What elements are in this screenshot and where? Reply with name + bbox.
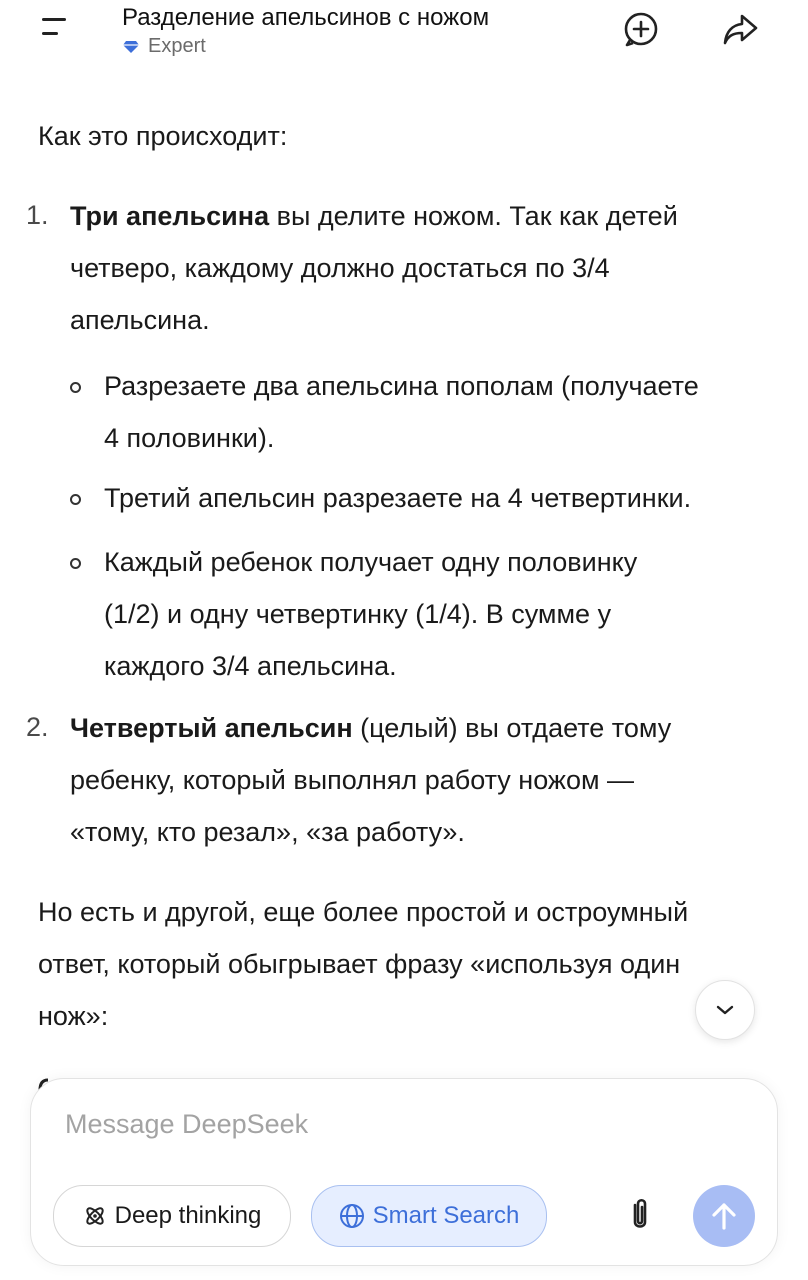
menu-button[interactable]: [36, 12, 76, 48]
bold-phrase: Четвертый апельсин: [70, 713, 353, 743]
menu-icon-line: [42, 32, 58, 35]
bullet-dot: [70, 558, 81, 569]
model-label: Expert: [148, 35, 206, 57]
send-button[interactable]: [693, 1185, 755, 1247]
globe-icon: [339, 1203, 365, 1229]
sub-item-text: каждого 3/4 апельсина.: [104, 651, 397, 681]
paperclip-icon: [623, 1197, 657, 1233]
bullet-dot: [70, 382, 81, 393]
share-button[interactable]: [720, 10, 760, 50]
list-number: 1.: [26, 200, 49, 230]
chevron-down-icon: [715, 1004, 735, 1016]
list-item-text: вы делите ножом. Так как детей: [269, 201, 678, 231]
list-number: 2.: [26, 712, 49, 742]
attach-button[interactable]: [623, 1197, 657, 1233]
list-item-text: ребенку, который выполнял работу ножом —: [70, 765, 635, 795]
list-item-text: четверо, каждому должно достаться по 3/4: [70, 253, 610, 283]
menu-icon: [42, 18, 66, 21]
message-composer: [30, 1078, 778, 1266]
sub-item-text: Разрезаете два апельсина пополам (получаете: [104, 371, 699, 401]
smart-search-button[interactable]: [311, 1185, 547, 1247]
smart-search-label: Smart Search: [372, 1202, 520, 1229]
arrow-up-icon: [710, 1201, 738, 1231]
deep-thinking-label: Deep thinking: [114, 1202, 262, 1229]
message-input[interactable]: [65, 1109, 625, 1140]
scroll-down-button[interactable]: [695, 980, 755, 1040]
atom-icon: [83, 1204, 107, 1228]
sub-item-text: (1/2) и одну четвертинку (1/4). В сумме у: [104, 599, 612, 629]
bullet-dot: [70, 494, 81, 505]
bold-phrase: Три апельсина: [70, 201, 270, 231]
intro-text: Как это происходит:: [38, 121, 288, 151]
paragraph-text: нож»:: [38, 1001, 109, 1031]
share-icon: [720, 10, 760, 50]
sub-item-text: Третий апельсин разрезаете на 4 четвертинки.: [104, 483, 692, 513]
list-item-text: (целый) вы отдаете тому: [352, 713, 672, 743]
new-chat-icon: [622, 10, 660, 48]
paragraph-text: ответ, который обыгрывает фразу «используя один: [38, 949, 681, 979]
model-badge[interactable]: [122, 35, 206, 58]
list-item-1-line: [70, 190, 678, 242]
new-chat-button[interactable]: [622, 10, 660, 48]
sub-item-text: Каждый ребенок получает одну половинку: [104, 547, 638, 577]
list-item-text: апельсина.: [70, 305, 210, 335]
paragraph-text: Но есть и другой, еще более простой и остроумный: [38, 897, 689, 927]
top-bar: [0, 0, 808, 72]
diamond-icon: [122, 40, 140, 54]
sub-item-text: 4 половинки).: [104, 423, 275, 453]
chat-title[interactable]: Разделение апельсинов с ножом: [122, 4, 490, 31]
deep-thinking-button[interactable]: [53, 1185, 291, 1247]
list-item-2-line: [70, 702, 671, 754]
list-item-text: «тому, кто резал», «за работу».: [70, 817, 465, 847]
